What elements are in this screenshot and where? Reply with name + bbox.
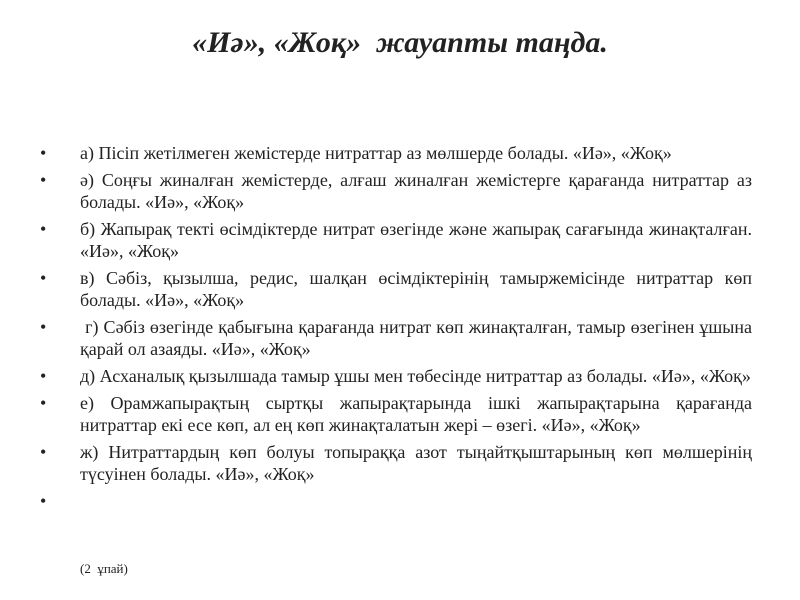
question-text: б) Жапырақ текті өсімдіктерде нитрат өзегінде және жапырақ сағағында жинақталған. «Иә», «Жоқ» (80, 219, 752, 261)
bullet-icon: • (40, 393, 47, 413)
list-item (40, 365, 752, 387)
list-item (40, 142, 752, 164)
bullet-icon: • (40, 219, 47, 239)
list-item (40, 267, 752, 311)
bullet-icon: • (40, 366, 47, 386)
list-item (40, 169, 752, 213)
question-text: а) Пісіп жетілмеген жемістерде нитраттар аз мөлшерде болады. «Иә», «Жоқ» (80, 143, 672, 163)
bullet-icon: • (40, 442, 47, 462)
question-text: е) Орамжапырақтың сыртқы жапырақтарында ішкі жапырақтарына қарағанда нитраттар екі есе көп, ал ең көп жинақталатын жері – өзегі. «Иә», «Жоқ» (80, 393, 752, 435)
question-text: ж) Нитраттардың көп болуы топыраққа азот тыңайтқыштарының көп мөлшерінің түсуінен болады. «Иә», «Жоқ» (80, 442, 752, 484)
list-item (40, 316, 757, 360)
points-note: (2 ұпай) (80, 561, 128, 576)
list-item (40, 490, 752, 512)
question-text: д) Асханалық қызылшада тамыр ұшы мен төбесінде нитраттар аз болады. «Иә», «Жоқ» (80, 366, 751, 386)
question-list (40, 142, 757, 517)
bullet-icon: • (40, 268, 47, 288)
question-text (80, 490, 752, 512)
question-text: ә) Соңғы жиналған жемістерде, алғаш жиналған жемістерге қарағанда нитраттар аз болады. «Иә», «Жоқ» (80, 170, 752, 212)
slide-title: «Иә», «Жоқ» жауапты таңда. (192, 26, 608, 59)
list-item (40, 441, 752, 485)
list-item (40, 218, 752, 262)
bullet-icon: • (40, 170, 47, 190)
question-text: в) Сәбіз, қызылша, редис, шалқан өсімдіктерінің тамыржемісінде нитраттар көп болады. «Иә», «Жоқ» (80, 268, 752, 310)
bullet-icon: • (40, 317, 47, 337)
list-item (40, 392, 752, 436)
bullet-icon: • (40, 491, 47, 511)
question-text: г) Сәбіз өзегінде қабығына қарағанда нитрат көп жинақталған, тамыр өзегінен ұшына қарай ол азаяды. «Иә», «Жоқ» (80, 317, 757, 359)
bullet-icon: • (40, 143, 47, 163)
